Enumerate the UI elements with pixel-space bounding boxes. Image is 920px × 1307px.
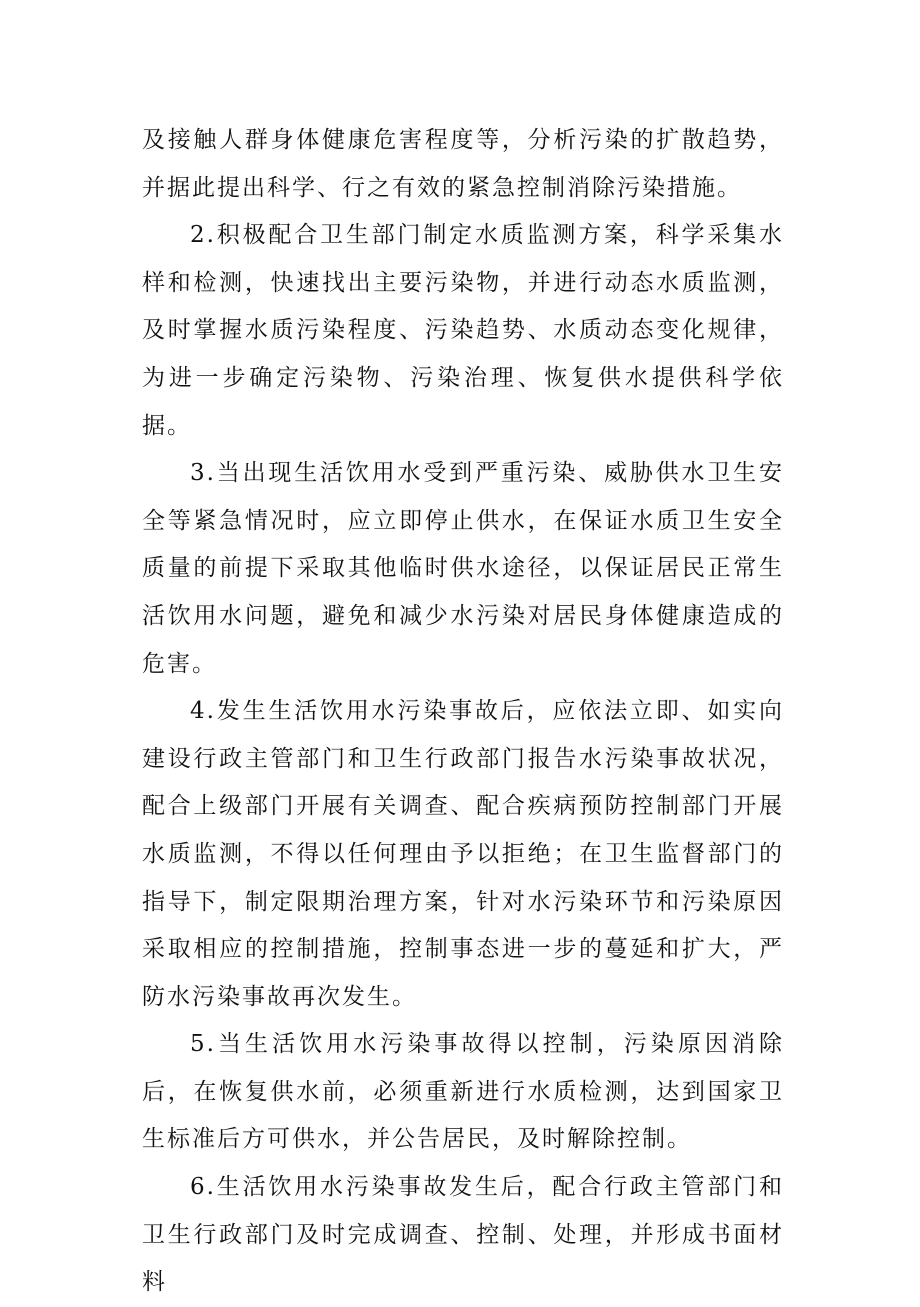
paragraph-item-5: 5.当生活饮用水污染事故得以控制，污染原因消除后，在恢复供水前，必须重新进行水质检测，达到国家卫生标准后方可供水，并公告居民，及时解除控制。	[142, 1031, 784, 1153]
document-body	[142, 117, 784, 1307]
paragraph-item-4: 4.发生生活饮用水污染事故后，应依法立即、如实向建设行政主管部门和卫生行政部门报告水污染事故状况，配合上级部门开展有关调查、配合疾病预防控制部门开展水质监测，不得以任何理由予以拒绝；在卫生监督部门的指导下，制定限期治理方案，针对水污染环节和污染原因采取相应的控制措施，控制事态进一步的蔓延和扩大，严防水污染事故再次发生。	[142, 698, 784, 1010]
paragraph-item-3: 3.当出现生活饮用水受到严重污染、威胁供水卫生安全等紧急情况时，应立即停止供水，在保证水质卫生安全质量的前提下采取其他临时供水途径，以保证居民正常生活饮用水问题，避免和减少水污染对居民身体健康造成的危害。	[142, 460, 784, 677]
paragraph-continuation: 及接触人群身体健康危害程度等，分析污染的扩散趋势，并据此提出科学、行之有效的紧急控制消除污染措施。	[142, 127, 784, 201]
paragraph-item-6: 6.生活饮用水污染事故发生后，配合行政主管部门和卫生行政部门及时完成调查、控制、处理，并形成书面材料	[142, 1174, 784, 1296]
paragraph-item-2: 2.积极配合卫生部门制定水质监测方案，科学采集水样和检测，快速找出主要污染物，并进行动态水质监测，及时掌握水质污染程度、污染趋势、水质动态变化规律，为进一步确定污染物、污染治理、恢复供水提供科学依据。	[142, 222, 784, 439]
